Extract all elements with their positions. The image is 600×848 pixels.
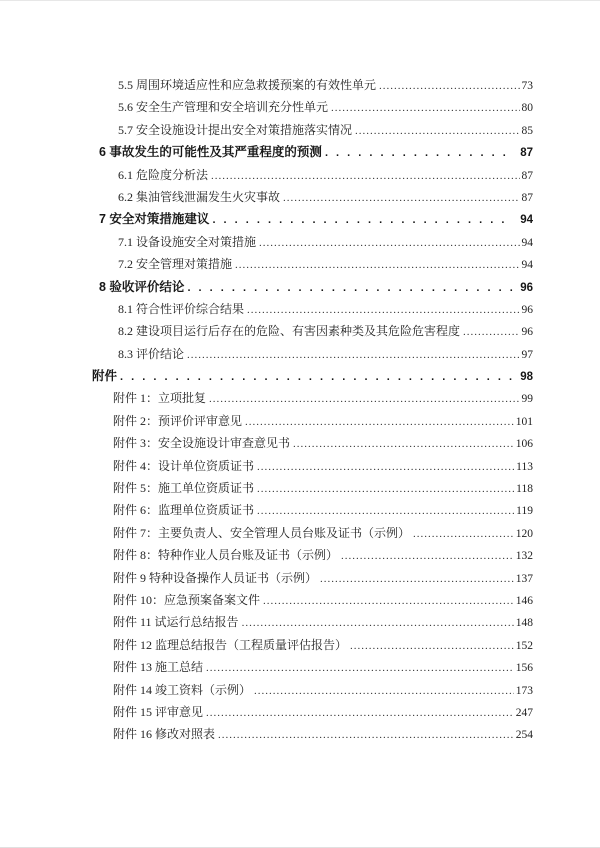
toc-entry-title: 附件 6：监理单位资质证书 <box>113 503 255 518</box>
toc-entry <box>0 656 600 678</box>
toc-entry-title: 附件 13 施工总结 <box>113 660 204 675</box>
toc-entry-title: 5.7 安全设施设计提出安全对策措施落实情况 <box>118 122 353 137</box>
toc-entry <box>0 522 600 544</box>
toc-entry <box>0 343 600 365</box>
toc-dot-leader <box>247 298 519 321</box>
toc-dot-leader <box>263 589 514 612</box>
toc-entry <box>0 701 600 723</box>
toc-entry <box>0 589 600 611</box>
toc-entry <box>0 611 600 633</box>
toc-entry <box>0 208 600 230</box>
toc-dot-leader <box>187 343 519 366</box>
toc-dot-leader <box>355 119 519 142</box>
toc-dot-leader <box>209 387 519 410</box>
toc-dot-leader <box>257 455 514 478</box>
toc-dot-leader <box>325 141 513 164</box>
toc-page-number: 120 <box>515 527 533 540</box>
toc-entry <box>0 320 600 342</box>
toc-entry-title: 附件 15 评审意见 <box>113 704 204 719</box>
toc-entry <box>0 410 600 432</box>
toc-page-number: 113 <box>516 460 533 473</box>
toc-entry <box>0 164 600 186</box>
toc-page-number: 87 <box>521 191 533 204</box>
toc-page-number: 97 <box>521 348 533 361</box>
toc-entry-title: 附件 1：立项批复 <box>113 391 207 406</box>
table-of-contents <box>0 74 600 746</box>
toc-entry-title: 7 安全对策措施建议 <box>99 212 210 227</box>
toc-entry-title: 附件 4：设计单位资质证书 <box>113 458 255 473</box>
toc-entry-title: 8.1 符合性评价综合结果 <box>118 301 245 316</box>
toc-entry-title: 5.6 安全生产管理和安全培训充分性单元 <box>118 100 329 115</box>
toc-dot-leader <box>259 231 519 254</box>
toc-entry <box>0 432 600 454</box>
toc-dot-leader <box>463 320 519 343</box>
toc-dot-leader <box>331 96 519 119</box>
toc-dot-leader <box>206 656 514 679</box>
toc-entry <box>0 723 600 745</box>
toc-page-number: 106 <box>515 438 533 451</box>
toc-page-number: 156 <box>515 662 533 675</box>
toc-entry-title: 附件 2：预评价评审意见 <box>113 413 243 428</box>
toc-dot-leader <box>350 634 514 657</box>
toc-entry <box>0 499 600 521</box>
toc-page-number: 87 <box>520 147 533 160</box>
toc-entry <box>0 186 600 208</box>
toc-entry <box>0 231 600 253</box>
toc-entry <box>0 365 600 387</box>
toc-dot-leader <box>212 208 513 231</box>
toc-page-number: 118 <box>516 483 533 496</box>
toc-entry <box>0 119 600 141</box>
toc-entry-title: 8 验收评价结论 <box>99 279 185 294</box>
toc-entry-title: 附件 <box>92 369 118 384</box>
toc-page-number: 99 <box>521 393 533 406</box>
toc-entry-title: 6.1 危险度分析法 <box>118 167 209 182</box>
toc-page-number: 98 <box>520 371 533 384</box>
page-top-edge <box>0 0 600 1</box>
toc-entry <box>0 276 600 298</box>
toc-entry-title: 6.2 集油管线泄漏发生火灾事故 <box>118 189 281 204</box>
toc-page-number: 96 <box>521 303 533 316</box>
toc-entry-title: 附件 11 试运行总结报告 <box>113 615 239 630</box>
toc-dot-leader <box>254 679 514 702</box>
toc-dot-leader <box>379 74 519 97</box>
toc-page-number: 101 <box>515 415 533 428</box>
toc-page-number: 132 <box>515 550 533 563</box>
toc-dot-leader <box>257 499 514 522</box>
toc-dot-leader <box>413 522 514 545</box>
toc-entry <box>0 679 600 701</box>
toc-page-number: 254 <box>515 729 533 742</box>
toc-entry <box>0 387 600 409</box>
toc-entry <box>0 634 600 656</box>
toc-entry-title: 附件 8：特种作业人员台账及证书（示例） <box>113 548 339 563</box>
toc-page-number: 119 <box>516 505 533 518</box>
toc-dot-leader <box>257 477 514 500</box>
toc-page-number: 247 <box>515 706 533 719</box>
toc-entry <box>0 74 600 96</box>
toc-dot-leader <box>245 410 514 433</box>
toc-entry-title: 附件 12 监理总结报告（工程质量评估报告） <box>113 637 348 652</box>
toc-page-number: 173 <box>515 684 533 697</box>
toc-dot-leader <box>293 432 514 455</box>
toc-entry <box>0 298 600 320</box>
toc-dot-leader <box>187 276 513 299</box>
toc-entry <box>0 253 600 275</box>
toc-dot-leader <box>320 567 514 590</box>
toc-dot-leader <box>218 723 514 746</box>
toc-entry-title: 8.2 建设项目运行后存在的危险、有害因素种类及其危险危害程度 <box>118 324 461 339</box>
toc-page-number: 152 <box>515 639 533 652</box>
toc-page-number: 146 <box>515 594 533 607</box>
toc-page-number: 148 <box>515 617 533 630</box>
toc-page-number: 87 <box>521 169 533 182</box>
toc-dot-leader <box>235 253 519 276</box>
toc-entry <box>0 141 600 163</box>
toc-entry-title: 7.1 设备设施安全对策措施 <box>118 234 257 249</box>
toc-page-number: 96 <box>521 326 533 339</box>
toc-dot-leader <box>283 186 519 209</box>
toc-page-number: 73 <box>521 80 533 92</box>
toc-entry-title: 附件 16 修改对照表 <box>113 727 216 742</box>
toc-entry <box>0 455 600 477</box>
toc-entry <box>0 477 600 499</box>
toc-entry-title: 7.2 安全管理对策措施 <box>118 257 233 272</box>
toc-entry <box>0 96 600 118</box>
toc-dot-leader <box>206 701 514 724</box>
toc-dot-leader <box>120 365 513 388</box>
toc-entry <box>0 567 600 589</box>
toc-page-number: 85 <box>521 124 533 137</box>
toc-page-number: 94 <box>521 236 533 249</box>
toc-entry-title: 8.3 评价结论 <box>118 346 185 361</box>
toc-entry-title: 附件 14 竣工资料（示例） <box>113 682 252 697</box>
toc-entry-title: 附件 3：安全设施设计审查意见书 <box>113 436 291 451</box>
toc-entry-title: 6 事故发生的可能性及其严重程度的预测 <box>99 145 322 160</box>
toc-page-number: 96 <box>520 281 533 294</box>
toc-entry-title: 附件 7：主要负责人、安全管理人员台账及证书（示例） <box>113 525 411 540</box>
toc-dot-leader <box>341 544 514 567</box>
toc-page-number: 94 <box>521 259 533 272</box>
toc-entry <box>0 544 600 566</box>
toc-entry-title: 附件 5：施工单位资质证书 <box>113 481 255 496</box>
toc-dot-leader <box>242 611 514 634</box>
toc-entry-title: 附件 9 特种设备操作人员证书（示例） <box>113 570 318 585</box>
toc-entry-title: 附件 10：应急预案备案文件 <box>113 592 261 607</box>
toc-page-number: 94 <box>520 214 533 227</box>
toc-page-number: 80 <box>521 102 533 115</box>
toc-page-number: 137 <box>515 572 533 585</box>
toc-entry-title: 5.5 周围环境适应性和应急救援预案的有效性单元 <box>118 78 377 92</box>
toc-dot-leader <box>211 164 519 187</box>
